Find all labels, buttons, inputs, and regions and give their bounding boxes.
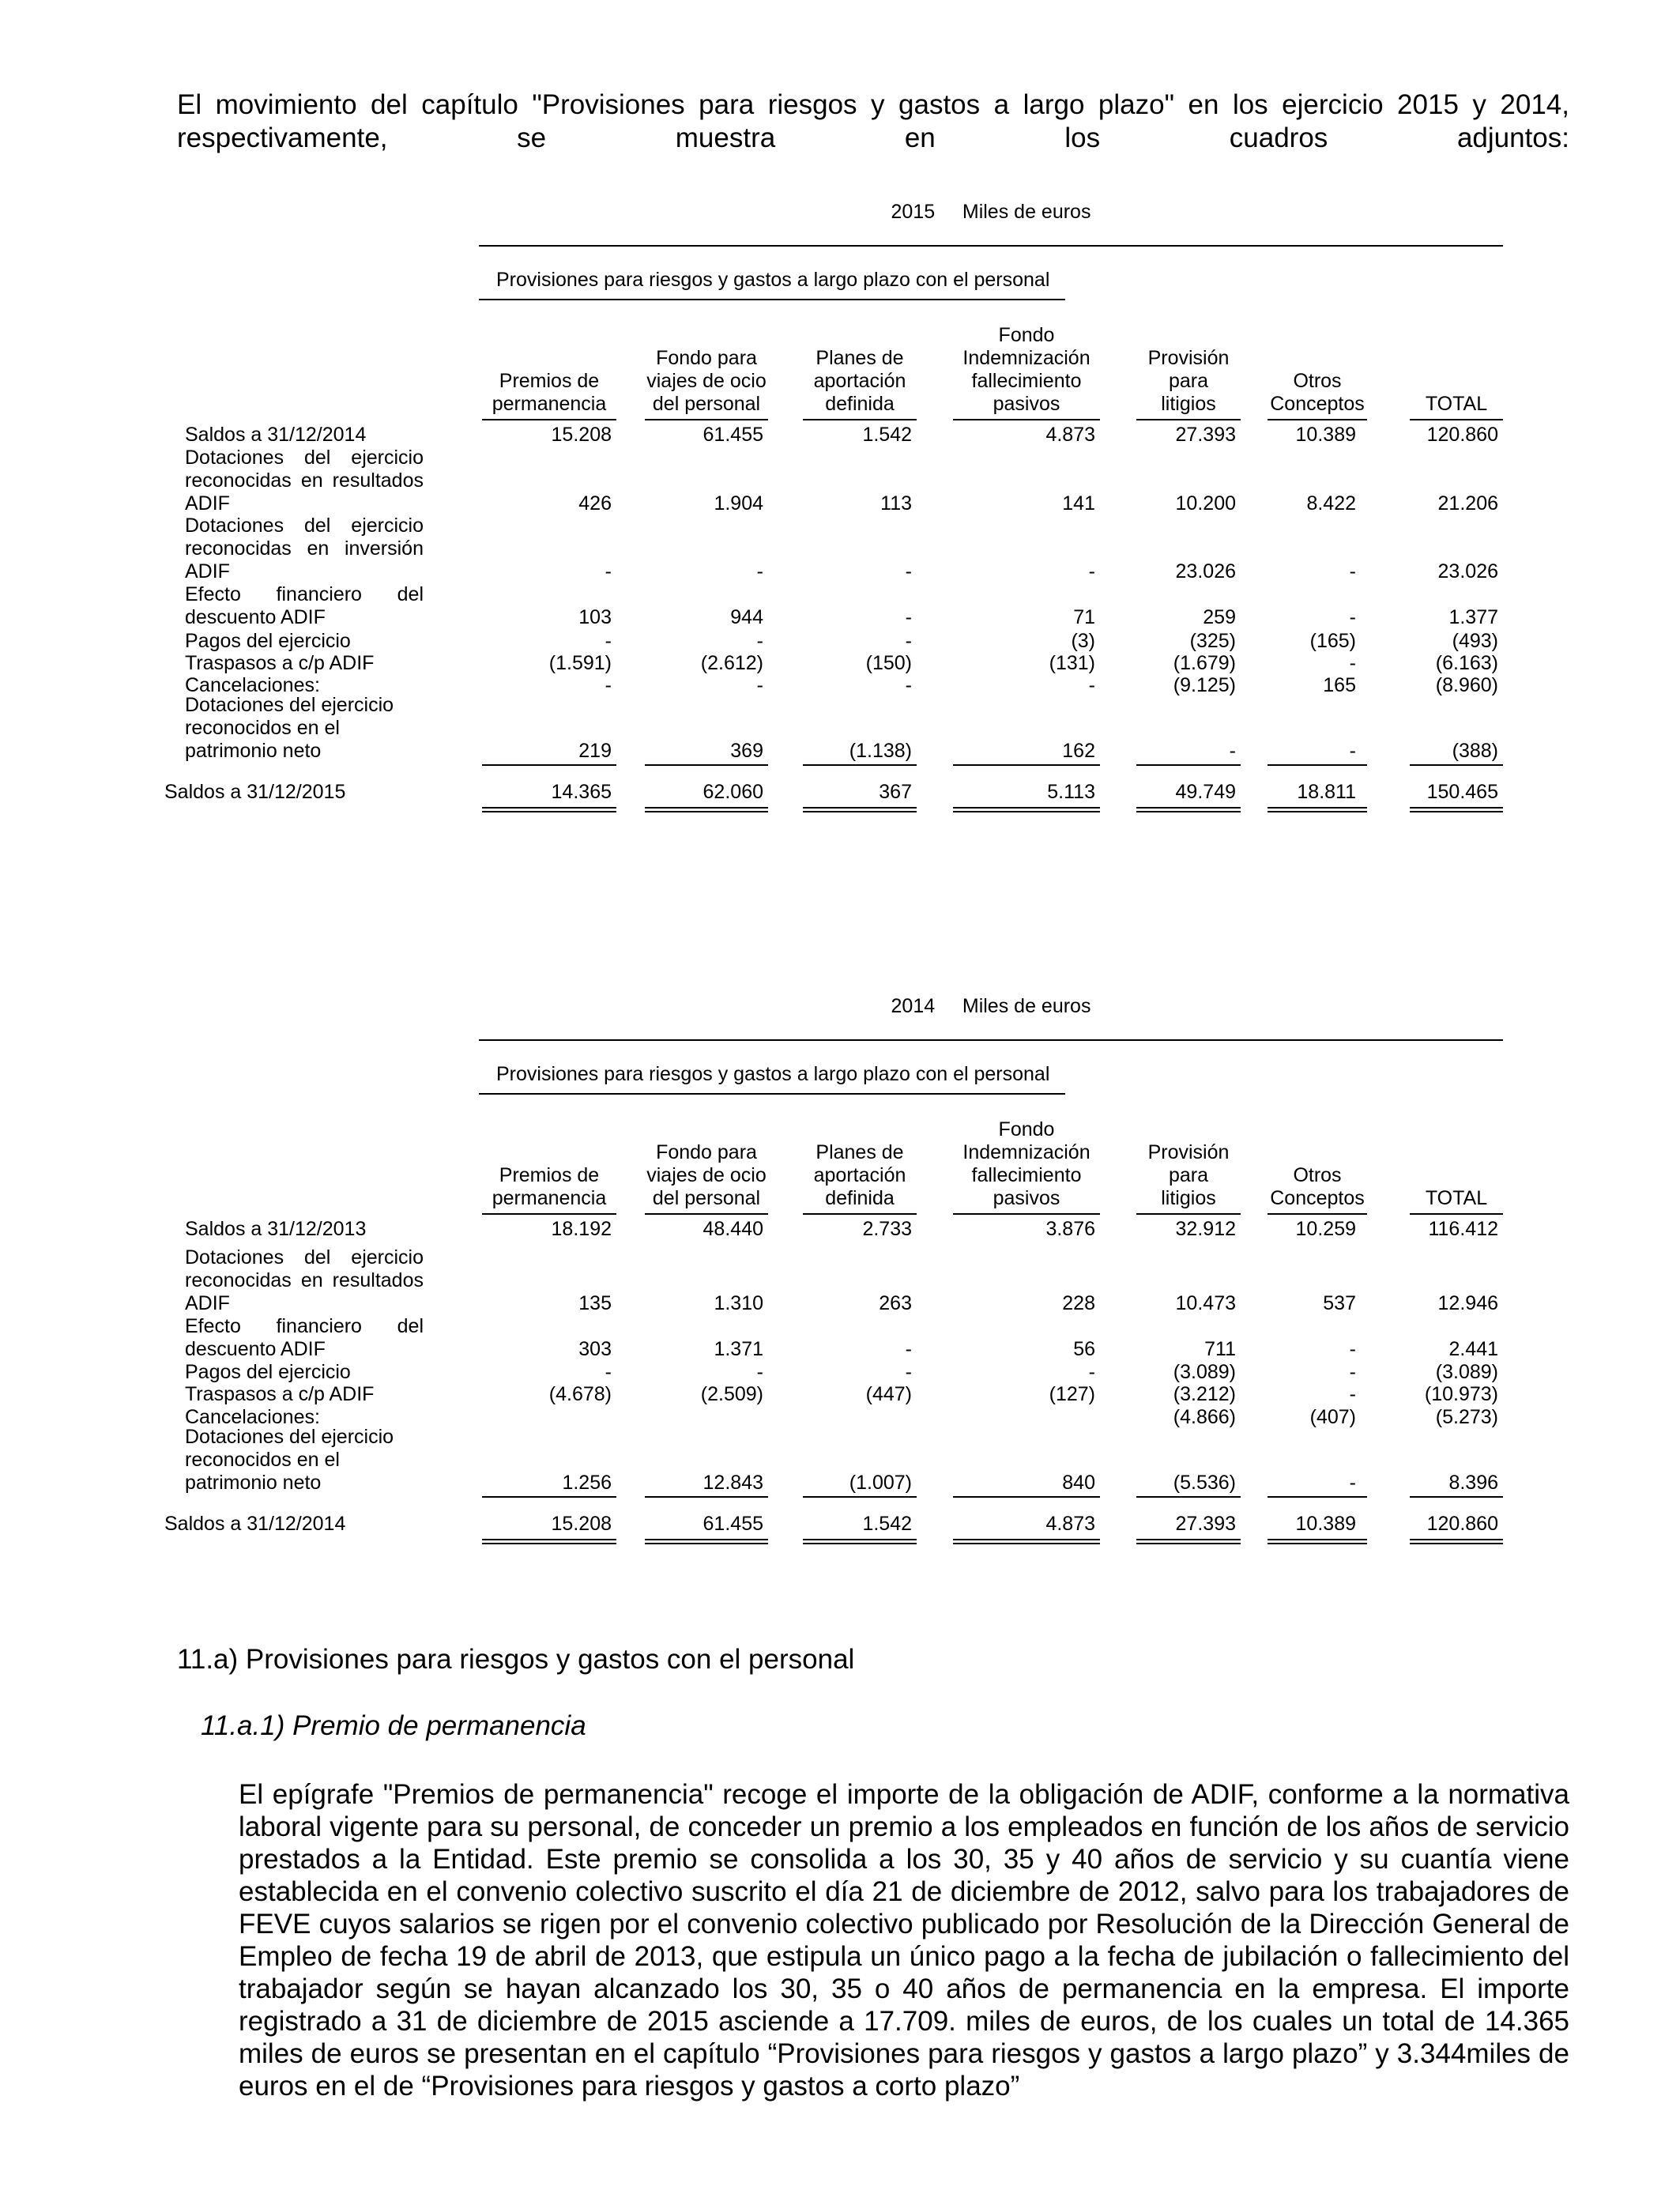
column-header	[482, 324, 616, 420]
value-cell: 1.310	[714, 1292, 763, 1314]
column-header	[1136, 1118, 1241, 1215]
column-header-line	[1268, 1118, 1367, 1141]
row-label-line: reconocidas en resultados	[185, 1269, 424, 1291]
value-cell: 12.843	[703, 1472, 763, 1494]
value-cell: -	[1349, 560, 1356, 582]
value-cell: -	[605, 560, 612, 582]
value-cell: 10.200	[1175, 492, 1236, 515]
value-cell: (5.273)	[1435, 1406, 1498, 1428]
value-cell: 1.371	[714, 1338, 763, 1360]
subtotal-rule	[482, 764, 616, 766]
value-cell: (3)	[1071, 630, 1095, 652]
column-header-line	[1136, 324, 1241, 347]
value-cell: 259	[1203, 606, 1236, 628]
total-cell: 61.455	[703, 1513, 763, 1535]
column-header-line: Conceptos	[1270, 393, 1365, 415]
column-header	[803, 324, 917, 420]
column-header-rule	[803, 1213, 917, 1215]
column-header	[1268, 1118, 1367, 1215]
value-cell: 12.946	[1437, 1292, 1498, 1314]
subtotal-rule	[645, 764, 768, 766]
row-label	[185, 1426, 424, 1495]
column-header-line: Planes de	[816, 1141, 904, 1163]
value-cell: 1.542	[862, 424, 912, 446]
value-cell: 10.259	[1295, 1218, 1356, 1240]
title-rule	[479, 1039, 1503, 1041]
subtotal-rule	[1136, 764, 1241, 766]
value-cell: -	[905, 1338, 912, 1360]
subtotal-rule	[1136, 1496, 1241, 1498]
value-cell: 120.860	[1426, 424, 1498, 446]
total-double-rule	[1136, 1539, 1241, 1544]
column-header-line: aportación	[813, 370, 906, 392]
table-title: 2014 Miles de euros	[891, 995, 1091, 1017]
row-label	[185, 1315, 424, 1361]
value-cell: (493)	[1452, 630, 1498, 652]
column-header	[482, 1118, 616, 1215]
value-cell: 944	[730, 606, 763, 628]
subtotal-rule	[482, 1496, 616, 1498]
row-label-line: Dotaciones del ejercicio	[185, 515, 424, 537]
value-cell: 2.441	[1448, 1338, 1498, 1360]
column-header-line: del personal	[652, 393, 761, 415]
value-cell: -	[1349, 1361, 1356, 1383]
value-cell: -	[605, 1361, 612, 1383]
column-header-line: del personal	[652, 1187, 761, 1209]
value-cell: (5.536)	[1173, 1472, 1236, 1494]
row-label	[185, 583, 424, 629]
column-header-line	[1268, 1141, 1367, 1164]
row-label	[185, 630, 424, 653]
value-cell: 18.192	[551, 1218, 612, 1240]
column-header-line	[1410, 324, 1503, 347]
column-header-line: Fondo para	[656, 1141, 757, 1163]
value-cell: 56	[1073, 1338, 1095, 1360]
value-cell: 2.733	[862, 1218, 912, 1240]
row-label-line: Dotaciones del ejercicio	[185, 1426, 394, 1448]
value-cell: 219	[578, 740, 612, 762]
subtotal-rule	[953, 1496, 1100, 1498]
value-cell: (6.163)	[1435, 652, 1498, 674]
total-cell: 10.389	[1295, 1513, 1356, 1535]
column-header-line: TOTAL	[1425, 1187, 1488, 1209]
total-cell: 62.060	[703, 781, 763, 803]
column-header-rule	[803, 419, 917, 420]
total-double-rule	[953, 807, 1100, 812]
value-cell: (1.138)	[849, 740, 912, 762]
subtotal-rule	[1410, 1496, 1503, 1498]
row-label-line: reconocidas en inversión	[185, 537, 424, 560]
value-cell: 21.206	[1437, 492, 1498, 515]
column-header	[1410, 1118, 1503, 1215]
total-double-rule	[482, 1539, 616, 1544]
value-cell: 1.904	[714, 492, 763, 515]
column-header-line	[1410, 1164, 1503, 1187]
row-label-line: ADIF	[185, 1292, 230, 1314]
total-cell: 120.860	[1426, 1513, 1498, 1535]
column-header-line: fallecimiento	[971, 370, 1082, 392]
row-label-line: Traspasos a c/p ADIF	[185, 652, 375, 674]
row-label-line: patrimonio neto	[185, 1472, 322, 1494]
row-label-line: Dotaciones del ejercicio	[185, 1246, 424, 1269]
column-header-line	[482, 1118, 616, 1141]
total-double-rule	[953, 1539, 1100, 1544]
total-label: Saldos a 31/12/2014	[164, 1513, 346, 1535]
total-double-rule	[1268, 807, 1367, 812]
row-label	[185, 1383, 424, 1406]
value-cell: 303	[578, 1338, 612, 1360]
value-cell: (3.212)	[1173, 1383, 1236, 1405]
row-label-line: ADIF	[185, 560, 230, 582]
value-cell: -	[1349, 652, 1356, 674]
row-label	[185, 447, 424, 515]
column-header-line: pasivos	[993, 1187, 1060, 1209]
column-header-line: Indemnización	[962, 347, 1090, 369]
value-cell: -	[756, 1361, 763, 1383]
row-label-line: reconocidas en resultados	[185, 469, 424, 492]
value-cell: (1.679)	[1173, 652, 1236, 674]
total-cell: 14.365	[551, 781, 612, 803]
column-header-line	[803, 324, 917, 347]
column-header-rule	[953, 419, 1100, 420]
value-cell: -	[905, 1361, 912, 1383]
column-header-rule	[1268, 1213, 1367, 1215]
column-header-rule	[1410, 1213, 1503, 1215]
row-label-line: Dotaciones del ejercicio	[185, 447, 424, 469]
column-header-line	[1410, 1141, 1503, 1164]
column-header-line: permanencia	[492, 1187, 607, 1209]
column-header-line: Provisión	[1147, 1141, 1230, 1163]
value-cell: (8.960)	[1435, 674, 1498, 696]
value-cell: 8.396	[1448, 1472, 1498, 1494]
value-cell: 135	[578, 1292, 612, 1314]
value-cell: 27.393	[1175, 424, 1236, 446]
value-cell: -	[756, 630, 763, 652]
total-cell: 367	[879, 781, 912, 803]
column-header-line: para	[1168, 1164, 1209, 1186]
column-header	[953, 324, 1100, 420]
value-cell: 48.440	[703, 1218, 763, 1240]
column-header-line	[645, 324, 768, 347]
total-double-rule	[1268, 1539, 1367, 1544]
row-label-line: Traspasos a c/p ADIF	[185, 1383, 375, 1405]
column-header-line: definida	[825, 393, 895, 415]
column-header-line: Planes de	[816, 347, 904, 369]
column-header-line: Conceptos	[1270, 1187, 1365, 1209]
row-label	[185, 515, 424, 583]
value-cell: 1.256	[562, 1472, 612, 1494]
column-header	[953, 1118, 1100, 1215]
value-cell: 369	[730, 740, 763, 762]
value-cell: -	[1349, 740, 1356, 762]
value-cell: 103	[578, 606, 612, 628]
row-label-line: Pagos del ejercicio	[185, 1361, 351, 1383]
value-cell: 10.473	[1175, 1292, 1236, 1314]
body-paragraph: El epígrafe "Premios de permanencia" recoge el importe de la obligación de ADIF, conforme a la normativa laboral vigente para su personal, de conceder un premio a los empleados en función de los años de servicio prestados a la Entidad. Este premio se consolida a los 30, 35 y 40 años de servicio y su cuantía viene establecida en el convenio colectivo suscrito el día 21 de diciembre de 2012, salvo para los trabajadores de FEVE cuyos salarios se rigen por el convenio colectivo publicado por Resolución de la Dirección General de Empleo de fecha 19 de abril de 2013, que estipula un único pago a la fecha de jubilación o fallecimiento del trabajador según se hayan alcanzado los 30, 35 o 40 años de permanencia en la empresa. El importe registrado a 31 de diciembre de 2015 asciende a 17.709. miles de euros, de los cuales un total de 14.365 miles de euros se presentan en el capítulo “Provisiones para riesgos y gastos a largo plazo” y 3.344miles de euros en el de “Provisiones para riesgos y gastos a corto plazo”	[239, 1779, 1569, 2102]
row-label-line: reconocidos en el	[185, 717, 340, 739]
column-header-line	[1410, 1118, 1503, 1141]
column-header-rule	[1268, 419, 1367, 420]
total-cell: 15.208	[551, 1513, 612, 1535]
value-cell: (4.678)	[548, 1383, 612, 1405]
column-header-line: Fondo	[998, 324, 1055, 346]
value-cell: -	[905, 630, 912, 652]
value-cell: 32.912	[1175, 1218, 1236, 1240]
value-cell: 23.026	[1175, 560, 1236, 582]
value-cell: 3.876	[1045, 1218, 1095, 1240]
value-cell: (407)	[1309, 1406, 1356, 1428]
value-cell: -	[1349, 1383, 1356, 1405]
column-header-line: litigios	[1161, 1187, 1216, 1209]
value-cell: (447)	[865, 1383, 912, 1405]
row-label-line: Pagos del ejercicio	[185, 630, 351, 652]
column-header	[1136, 324, 1241, 420]
value-cell: 840	[1062, 1472, 1095, 1494]
table-title: 2015 Miles de euros	[891, 201, 1091, 223]
value-cell: -	[1349, 606, 1356, 628]
column-header	[1410, 324, 1503, 420]
value-cell: -	[605, 674, 612, 696]
column-header-rule	[1136, 1213, 1241, 1215]
row-label-line: reconocidos en el	[185, 1449, 340, 1471]
column-header-rule	[645, 1213, 768, 1215]
value-cell: -	[905, 560, 912, 582]
value-cell: 141	[1062, 492, 1095, 515]
subtotal-rule	[1410, 764, 1503, 766]
column-header-line: para	[1168, 370, 1209, 392]
column-header-line: viajes de ocio	[646, 1164, 767, 1186]
column-header-line	[803, 1118, 917, 1141]
intro-paragraph: El movimiento del capítulo "Provisiones para riesgos y gastos a largo plazo" en los ejercicio 2015 y 2014, respectivamente, se muestra en los cuadros adjuntos:	[177, 89, 1569, 153]
value-cell: 711	[1204, 1338, 1236, 1360]
value-cell: -	[756, 560, 763, 582]
row-label-line: ADIF	[185, 492, 230, 515]
row-label	[185, 1218, 424, 1241]
column-header-line: Fondo	[998, 1118, 1055, 1140]
value-cell: -	[1349, 1472, 1356, 1494]
total-cell: 1.542	[862, 1513, 912, 1535]
value-cell: 71	[1073, 606, 1095, 628]
column-header-line	[1410, 370, 1503, 393]
value-cell: 263	[879, 1292, 912, 1314]
row-label	[185, 652, 424, 675]
total-double-rule	[482, 807, 616, 812]
value-cell: -	[1349, 1338, 1356, 1360]
column-header-line: definida	[825, 1187, 895, 1209]
value-cell: 116.412	[1428, 1218, 1498, 1240]
row-label-line: Cancelaciones:	[185, 674, 320, 696]
column-header-line: Otros	[1293, 370, 1342, 392]
row-label	[185, 424, 424, 447]
value-cell: -	[1229, 740, 1236, 762]
row-label-line: Efecto financiero del	[185, 1315, 424, 1337]
total-double-rule	[803, 807, 917, 812]
column-header-line: viajes de ocio	[646, 370, 767, 392]
column-header-rule	[482, 1213, 616, 1215]
value-cell: 537	[1323, 1292, 1356, 1314]
total-cell: 150.465	[1426, 781, 1498, 803]
column-header-line: Premios de	[499, 370, 600, 392]
row-label-line: Dotaciones del ejercicio	[185, 694, 394, 716]
group-title: Provisiones para riesgos y gastos a largo plazo con el personal	[496, 1063, 1050, 1085]
value-cell: (325)	[1189, 630, 1236, 652]
value-cell: 1.377	[1448, 606, 1498, 628]
column-header-line: Indemnización	[962, 1141, 1090, 1163]
column-header-line: Premios de	[499, 1164, 600, 1186]
row-label	[185, 694, 424, 763]
total-label: Saldos a 31/12/2015	[164, 781, 346, 803]
column-header-line: TOTAL	[1425, 393, 1488, 415]
column-header-line	[482, 1141, 616, 1164]
column-header	[1268, 324, 1367, 420]
subtotal-rule	[953, 764, 1100, 766]
column-header-line	[482, 324, 616, 347]
value-cell: 113	[880, 492, 912, 515]
row-label-line: Efecto financiero del	[185, 583, 424, 605]
total-double-rule	[1410, 807, 1503, 812]
subsection-heading: 11.a.1) Premio de permanencia	[201, 1710, 586, 1741]
value-cell: -	[1088, 674, 1095, 696]
row-label-line: Cancelaciones:	[185, 1406, 320, 1428]
value-cell: (131)	[1049, 652, 1095, 674]
value-cell: (4.866)	[1173, 1406, 1236, 1428]
total-cell: 4.873	[1045, 1513, 1095, 1535]
column-header-line	[1136, 1118, 1241, 1141]
column-header-rule	[645, 419, 768, 420]
column-header	[803, 1118, 917, 1215]
value-cell: (165)	[1309, 630, 1356, 652]
value-cell: (9.125)	[1173, 674, 1236, 696]
row-label	[185, 1246, 424, 1315]
value-cell: 10.389	[1295, 424, 1356, 446]
column-header-line: fallecimiento	[971, 1164, 1082, 1186]
total-double-rule	[645, 807, 768, 812]
total-double-rule	[803, 1539, 917, 1544]
column-header-line: Otros	[1293, 1164, 1342, 1186]
subtotal-rule	[645, 1496, 768, 1498]
column-header-line: Fondo para	[656, 347, 757, 369]
total-cell: 5.113	[1047, 781, 1095, 803]
value-cell: 426	[578, 492, 612, 515]
value-cell: (388)	[1452, 740, 1498, 762]
column-header-line	[482, 347, 616, 370]
title-rule	[479, 245, 1503, 247]
value-cell: (3.089)	[1173, 1361, 1236, 1383]
total-double-rule	[645, 1539, 768, 1544]
subtotal-rule	[803, 764, 917, 766]
value-cell: -	[1088, 1361, 1095, 1383]
value-cell: 61.455	[703, 424, 763, 446]
subtotal-rule	[1268, 1496, 1367, 1498]
total-cell: 49.749	[1175, 781, 1236, 803]
group-rule	[479, 1093, 1065, 1095]
value-cell: -	[1088, 560, 1095, 582]
group-rule	[479, 299, 1065, 300]
value-cell: (10.973)	[1424, 1383, 1498, 1405]
value-cell: (2.509)	[700, 1383, 763, 1405]
value-cell: (150)	[865, 652, 912, 674]
column-header-line	[1410, 347, 1503, 370]
value-cell: -	[905, 674, 912, 696]
value-cell: 8.422	[1306, 492, 1356, 515]
value-cell: -	[905, 606, 912, 628]
value-cell: 23.026	[1437, 560, 1498, 582]
value-cell: (127)	[1049, 1383, 1095, 1405]
column-header-line	[1268, 324, 1367, 347]
value-cell: 15.208	[551, 424, 612, 446]
total-double-rule	[1136, 807, 1241, 812]
column-header-rule	[953, 1213, 1100, 1215]
column-header-line: aportación	[813, 1164, 906, 1186]
row-label-line: descuento ADIF	[185, 1338, 326, 1360]
column-header-line: permanencia	[492, 393, 607, 415]
column-header	[645, 324, 768, 420]
total-double-rule	[1410, 1539, 1503, 1544]
group-title: Provisiones para riesgos y gastos a largo plazo con el personal	[496, 269, 1050, 291]
row-label-line: Saldos a 31/12/2014	[185, 424, 367, 446]
row-label	[185, 1361, 424, 1384]
row-label-line: descuento ADIF	[185, 606, 326, 628]
column-header	[645, 1118, 768, 1215]
value-cell: -	[605, 630, 612, 652]
value-cell: 4.873	[1045, 424, 1095, 446]
value-cell: 228	[1062, 1292, 1095, 1314]
column-header-rule	[1410, 419, 1503, 420]
column-header-line: pasivos	[993, 393, 1060, 415]
subtotal-rule	[803, 1496, 917, 1498]
value-cell: (3.089)	[1435, 1361, 1498, 1383]
value-cell: (1.007)	[849, 1472, 912, 1494]
column-header-line: Provisión	[1147, 347, 1230, 369]
subtotal-rule	[1268, 764, 1367, 766]
column-header-line: litigios	[1161, 393, 1216, 415]
section-heading: 11.a) Provisiones para riesgos y gastos con el personal	[177, 1644, 855, 1675]
column-header-rule	[482, 419, 616, 420]
value-cell: (2.612)	[700, 652, 763, 674]
value-cell: 165	[1323, 674, 1356, 696]
row-label-line: Saldos a 31/12/2013	[185, 1218, 367, 1240]
value-cell: (1.591)	[548, 652, 612, 674]
total-cell: 27.393	[1175, 1513, 1236, 1535]
column-header-line	[645, 1118, 768, 1141]
row-label-line: patrimonio neto	[185, 740, 322, 762]
total-cell: 18.811	[1297, 781, 1356, 803]
column-header-rule	[1136, 419, 1241, 420]
column-header-line	[1268, 347, 1367, 370]
value-cell: 162	[1062, 740, 1095, 762]
value-cell: -	[756, 674, 763, 696]
